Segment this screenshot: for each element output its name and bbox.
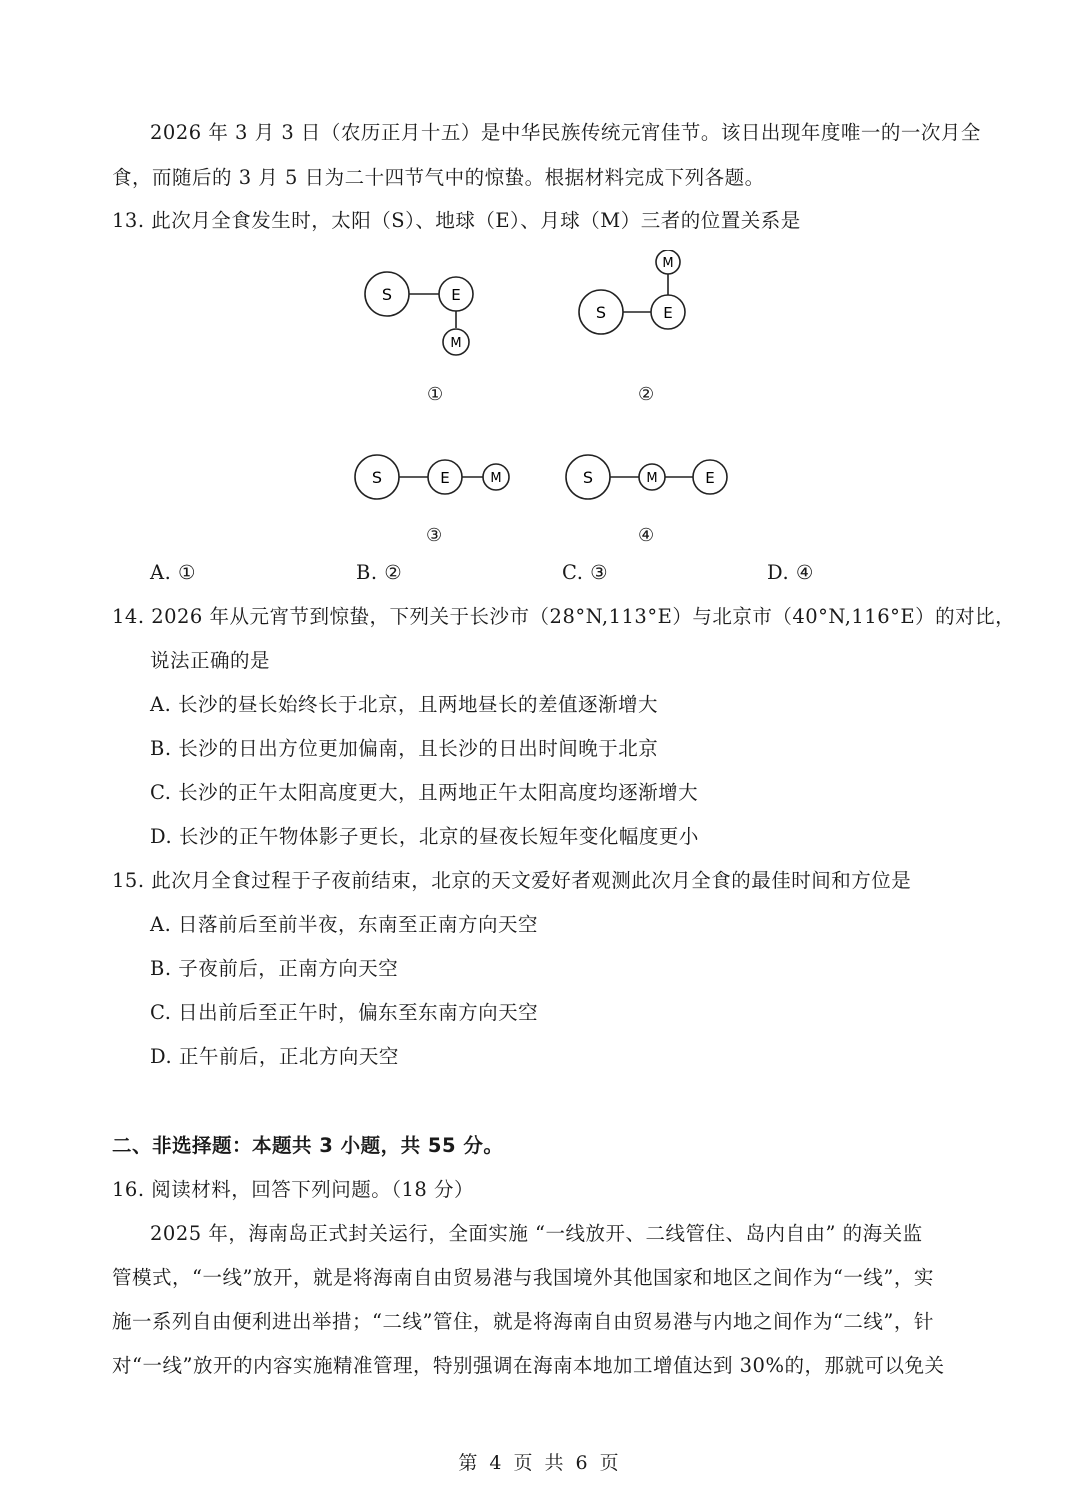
q15-option-b: B. 子夜前后，正南方向天空 [150,957,399,980]
q14-option-a: A. 长沙的昼长始终长于北京，且两地昼长的差值逐渐增大 [150,693,658,716]
earth-label: E [705,469,715,487]
earth-label: E [663,304,673,322]
q13-option-c: C. ③ [562,561,609,584]
q15-option-c: C. 日出前后至正午时，偏东至东南方向天空 [150,1001,539,1024]
intro-line-2: 食，而随后的 3 月 5 日为二十四节气中的惊蛰。根据材料完成下列各题。 [112,166,765,189]
diagram-4 [563,452,733,508]
q14-option-b: B. 长沙的日出方位更加偏南，且长沙的日出时间晚于北京 [150,737,659,760]
q13-option-a: A. ① [150,561,196,584]
page-number-footer: 第 4 页 共 6 页 [458,1452,622,1474]
q13-stem: 13. 此次月全食发生时，太阳（S）、地球（E）、月球（M）三者的位置关系是 [112,209,801,232]
diagram-2 [570,250,710,354]
q16-para-line-4: 对“一线”放开的内容实施精准管理，特别强调在海南本地加工增值达到 30%的，那就可以免关 [112,1354,945,1377]
q15-option-a: A. 日落前后至前半夜，东南至正南方向天空 [150,913,538,936]
moon-label: M [490,471,502,486]
q14-stem-line-2: 说法正确的是 [150,649,271,672]
moon-label: M [662,256,674,271]
diagram-1 [350,262,490,366]
q15-stem: 15. 此次月全食过程于子夜前结束，北京的天文爱好者观测此次月全食的最佳时间和方位是 [112,869,912,892]
sun-label: S [595,303,607,322]
earth-label: E [451,286,461,304]
sun-label: S [582,468,594,487]
intro-line-1: 2026 年 3 月 3 日（农历正月十五）是中华民族传统元宵佳节。该日出现年度唯一的一次月全 [150,121,981,144]
q13-option-b: B. ② [356,561,403,584]
diagram-2-label: ② [638,384,655,405]
section-2-title: 二、非选择题：本题共 3 小题，共 55 分。 [112,1134,504,1157]
q14-option-d: D. 长沙的正午物体影子更长，北京的昼夜长短年变化幅度更小 [150,825,699,848]
q16-para-line-2: 管模式，“一线”放开，就是将海南自由贸易港与我国境外其他国家和地区之间作为“一线”，实 [112,1266,934,1289]
q13-option-d: D. ④ [767,561,814,584]
sun-label: S [381,285,393,304]
q16-stem: 16. 阅读材料，回答下列问题。（18 分） [112,1178,474,1201]
diagram-1-label: ① [427,384,444,405]
q14-option-c: C. 长沙的正午太阳高度更大，且两地正午太阳高度均逐渐增大 [150,781,699,804]
moon-label: M [450,336,462,351]
q16-para-line-3: 施一系列自由便利进出举措；“二线”管住，就是将海南自由贸易港与内地之间作为“二线”，针 [112,1310,934,1333]
diagram-4-label: ④ [638,525,655,546]
q14-stem-line-1: 14. 2026 年从元宵节到惊蛰，下列关于长沙市（28°N,113°E）与北京市（40°N,116°E）的对比， [112,605,1016,628]
diagram-3 [352,452,517,508]
sun-label: S [371,468,383,487]
moon-label: M [646,471,658,486]
earth-label: E [440,469,450,487]
diagram-3-label: ③ [426,525,443,546]
q15-option-d: D. 正午前后，正北方向天空 [150,1045,399,1068]
q16-para-line-1: 2025 年，海南岛正式封关运行，全面实施 “一线放开、二线管住、岛内自由” 的海关监 [150,1222,923,1245]
